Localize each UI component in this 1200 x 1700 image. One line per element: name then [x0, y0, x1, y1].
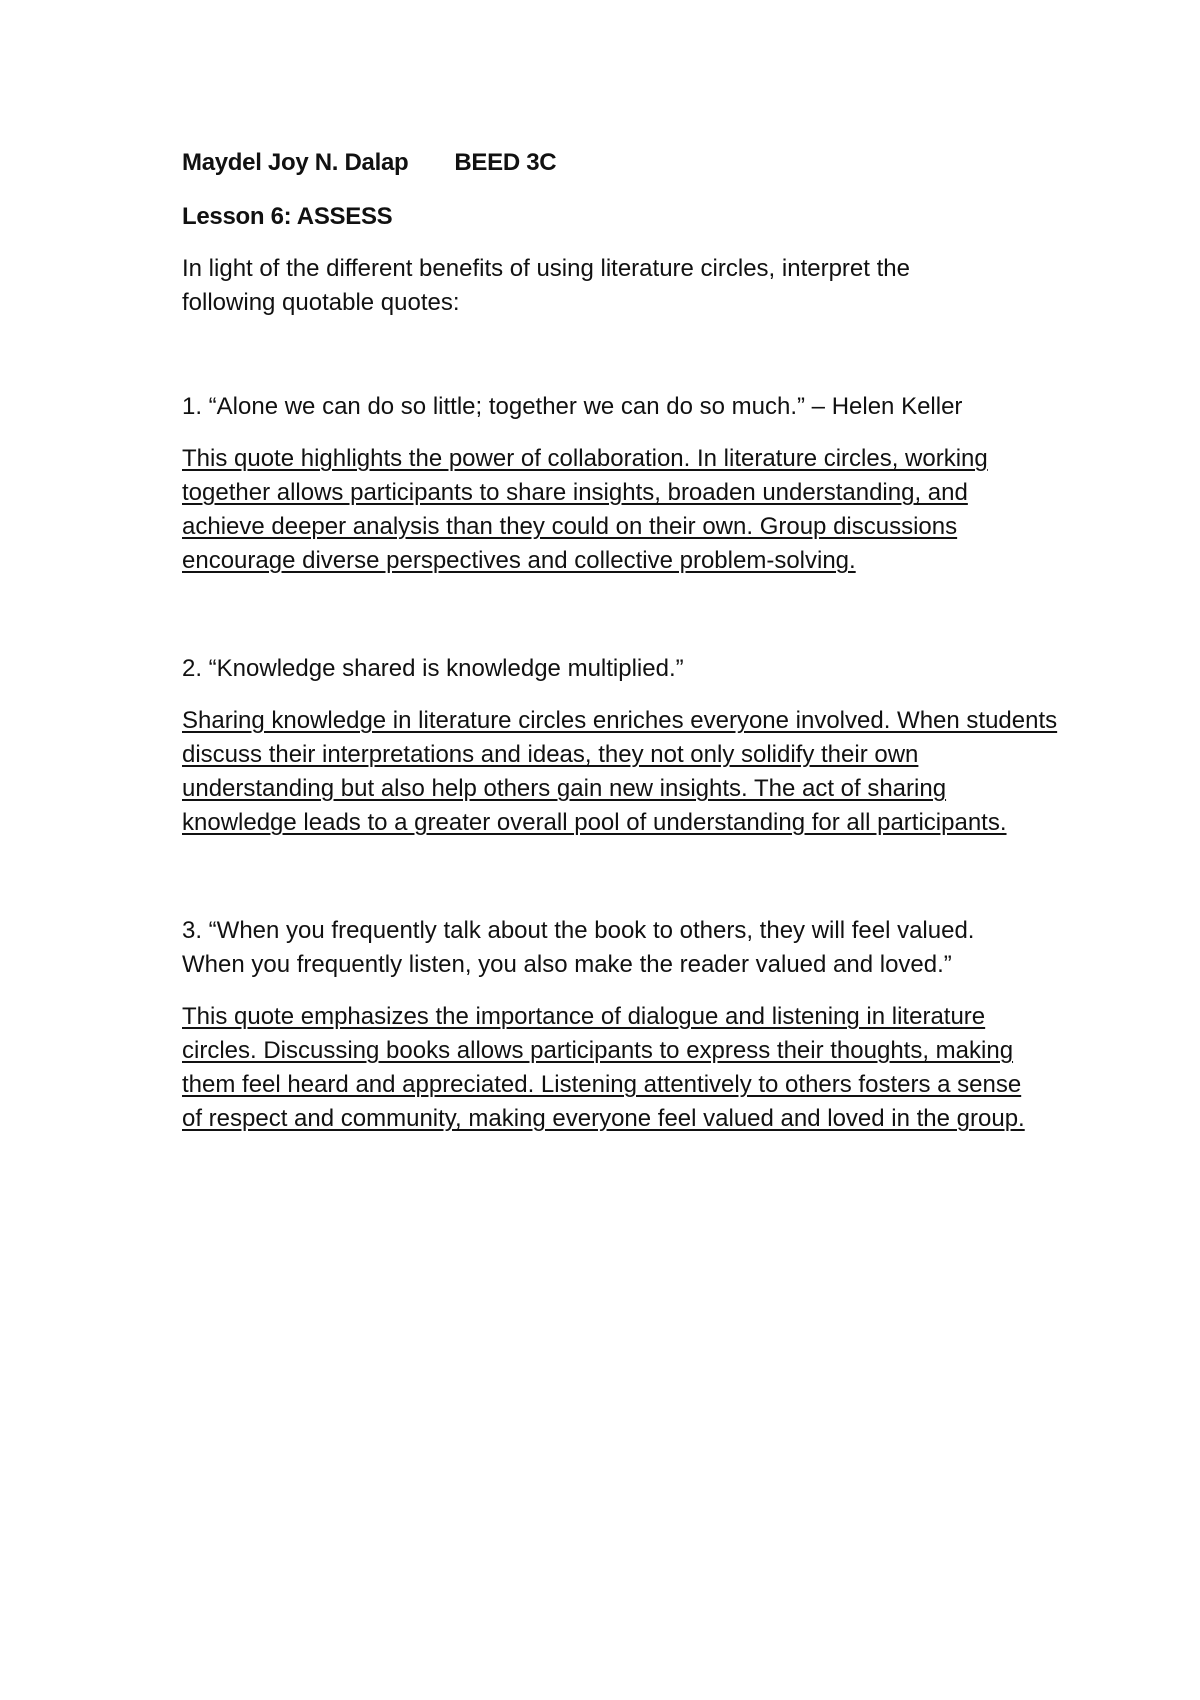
- quote-text: 1. “Alone we can do so little; together we can do so much.” – Helen Keller: [182, 393, 963, 420]
- quote-interpretation: Sharing knowledge in literature circles enriches everyone involved. When students discuss their interpretations and ideas, they not only solidify their own understanding but also help others gain new insights. The act of sharing knowledge leads to a greater overall pool of understanding for all participants.: [182, 707, 1058, 836]
- header-line: [182, 146, 1062, 180]
- course-section: BEED 3C: [454, 149, 557, 176]
- document-content: [182, 146, 1062, 1136]
- quote-interpretation: This quote highlights the power of collaboration. In literature circles, working together allows participants to share insights, broaden understanding, and achieve deeper analysis than they could on their own. Group discussions encourage diverse perspectives and collective problem-solving.: [182, 445, 988, 574]
- quote-text: 2. “Knowledge shared is knowledge multiplied.”: [182, 655, 684, 682]
- instructions: In light of the different benefits of using literature circles, interpret the following quotable quotes:: [182, 255, 910, 316]
- quote-item-3: [182, 914, 1062, 1136]
- quote-text: 3. “When you frequently talk about the book to others, they will feel valued. When you frequently listen, you also make the reader valued and loved.”: [182, 917, 975, 978]
- quote-item-1: [182, 390, 1062, 578]
- quote-item-2: [182, 652, 1062, 840]
- lesson-title: Lesson 6: ASSESS: [182, 203, 393, 230]
- student-name: Maydel Joy N. Dalap: [182, 149, 409, 176]
- quote-interpretation: This quote emphasizes the importance of dialogue and listening in literature circles. Discussing books allows participants to express their thoughts, making them feel heard and appreciated. Listening attentively to others fosters a sense of respect and community, making everyone feel valued and loved in the group.: [182, 1003, 1025, 1132]
